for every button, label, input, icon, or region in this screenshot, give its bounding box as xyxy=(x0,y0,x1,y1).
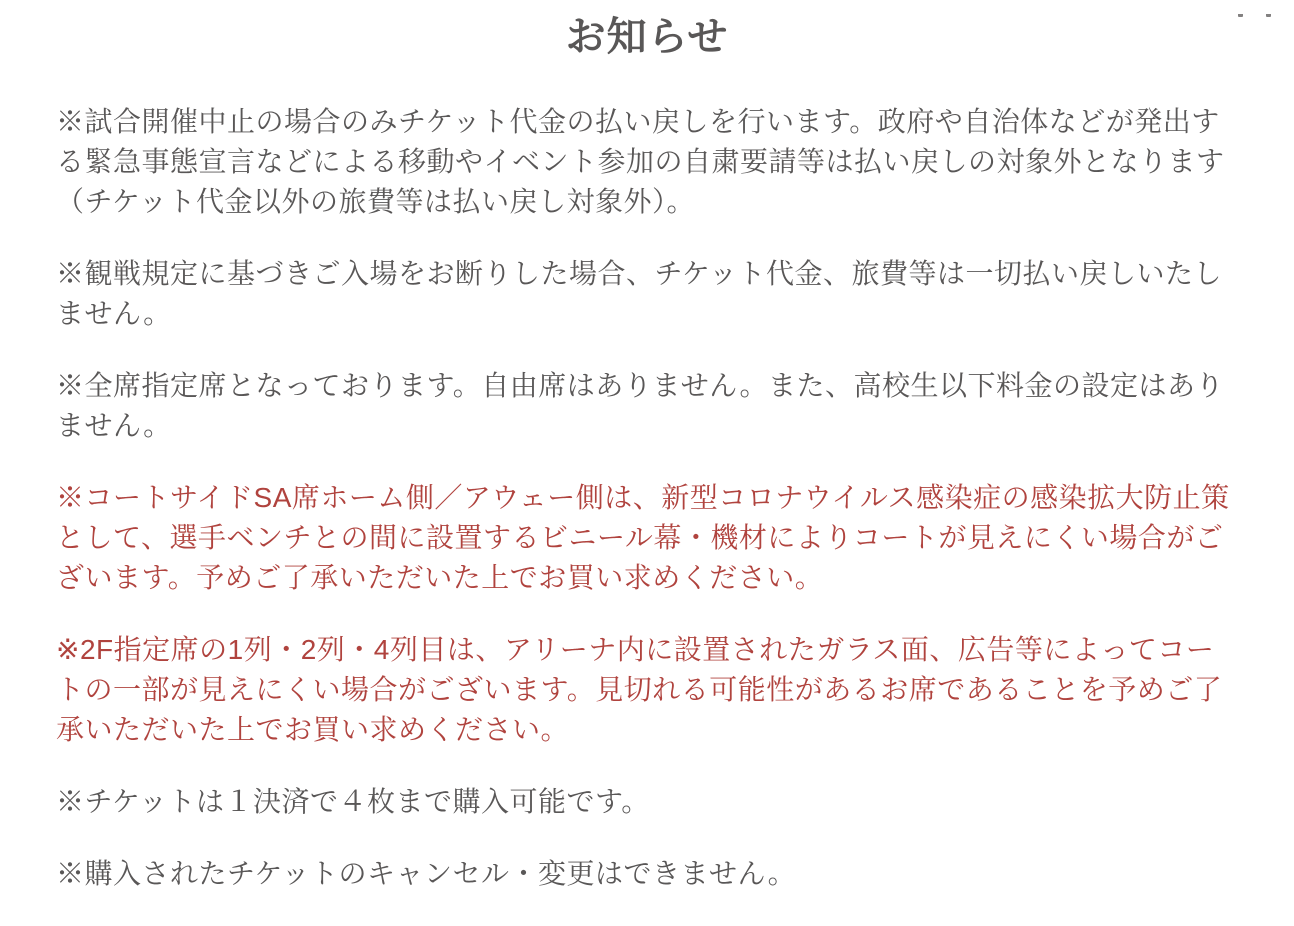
notice-refund-policy: ※試合開催中止の場合のみチケット代金の払い戻しを行います。政府や自治体などが発出する緊急事態宣言などによる移動やイベント参加の自粛要請等は払い戻しの対象外となります（チケット代金以外の旅費等は払い戻し対象外）。 xyxy=(56,106,1225,217)
clipped-text-fragment xyxy=(1238,14,1243,17)
page-title: お知らせ xyxy=(565,15,729,59)
notice-courtside-visibility-warning: ※コートサイドSA席ホーム側／アウェー側は、新型コロナウイルス感染症の感染拡大防止策として、選手ベンチとの間に設置するビニール幕・機材によりコートが見えにくい場合がございます。予めご了承いただいた上でお買い求めください。 xyxy=(56,482,1230,593)
clipped-text-fragment xyxy=(1266,14,1271,17)
notice-no-cancellation: ※購入されたチケットのキャンセル・変更はできません。 xyxy=(56,858,797,889)
notice-2f-seat-visibility-warning: ※2F指定席の1列・2列・4列目は、アリーナ内に設置されたガラス面、広告等によってコートの一部が見えにくい場合がございます。見切れる可能性があるお席であることを予めご了承いただいた上でお買い求めください。 xyxy=(56,634,1223,745)
notice-reserved-seating: ※全席指定席となっております。自由席はありません。また、高校生以下料金の設定はありません。 xyxy=(56,370,1224,441)
notice-entry-refusal: ※観戦規定に基づきご入場をお断りした場合、チケット代金、旅費等は一切払い戻しいたしません。 xyxy=(56,258,1222,329)
notice-purchase-limit: ※チケットは１決済で４枚まで購入可能です。 xyxy=(56,786,650,817)
notice-page xyxy=(0,14,1294,926)
